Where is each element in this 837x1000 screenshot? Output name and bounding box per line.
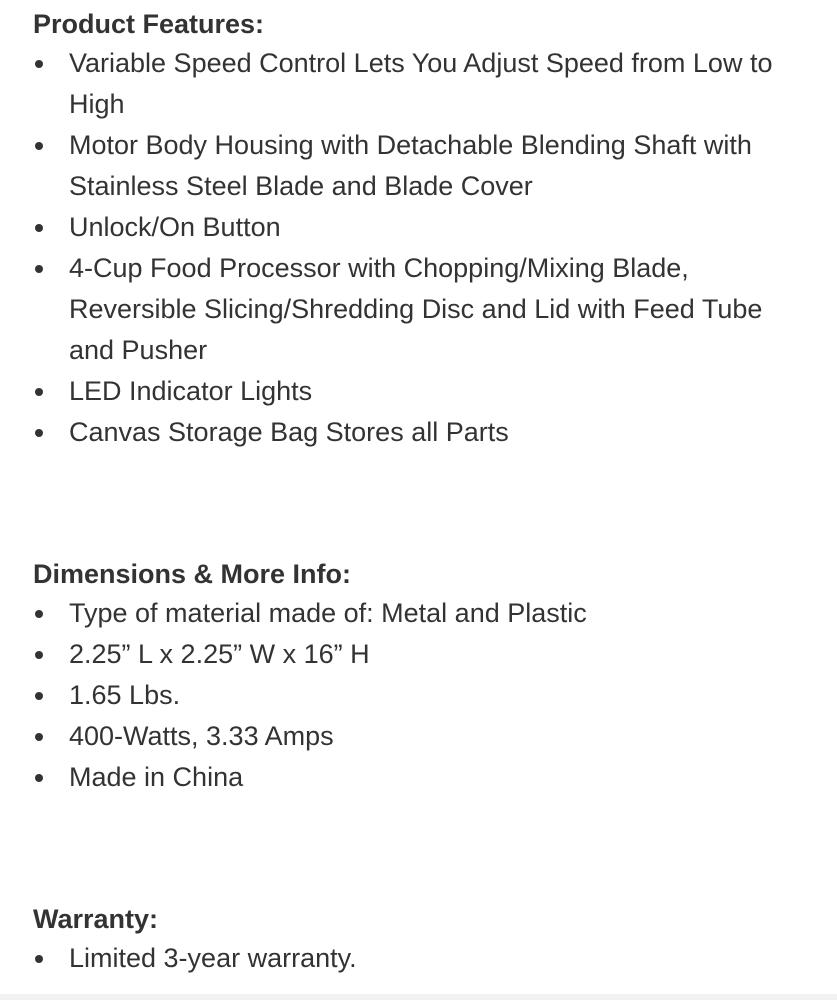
bullet-icon [35,692,43,700]
bullet-icon [35,388,43,396]
list-item [33,371,813,412]
list-item-text: Motor Body Housing with Detachable Blending Shaft with Stainless Steel Blade and Blade Cover [69,130,752,201]
warranty-section [33,900,813,979]
list-item-text: 2.25” L x 2.25” W x 16” H [69,639,370,669]
list-item [33,207,813,248]
bullet-icon [35,610,43,618]
list-item-text: 400-Watts, 3.33 Amps [69,721,334,751]
list-item-text: LED Indicator Lights [69,376,313,406]
list-item [33,938,813,979]
list-item-text: Variable Speed Control Lets You Adjust Speed from Low to High [69,48,773,119]
warranty-heading: Warranty: [33,904,159,934]
bullet-icon [35,60,43,68]
list-item-text: Unlock/On Button [69,212,281,242]
bullet-icon [35,733,43,741]
list-item [33,593,813,634]
product-features-list [33,43,813,453]
bullet-icon [35,774,43,782]
product-features-heading: Product Features: [33,9,265,39]
list-item [33,43,813,125]
list-item-text: Canvas Storage Bag Stores all Parts [69,417,509,447]
list-item [33,634,813,675]
bottom-divider [0,994,837,1000]
list-item [33,757,813,798]
bullet-icon [35,224,43,232]
warranty-list [33,938,813,979]
dimensions-list [33,593,813,798]
bullet-icon [35,429,43,437]
list-item-text: 1.65 Lbs. [69,680,181,710]
list-item [33,675,813,716]
bullet-icon [35,955,43,963]
list-item-text: 4-Cup Food Processor with Chopping/Mixing Blade, Reversible Slicing/Shredding Disc and Lid with Feed Tube and Pusher [69,253,763,365]
bullet-icon [35,265,43,273]
product-features-section [33,5,813,453]
bullet-icon [35,651,43,659]
list-item [33,716,813,757]
dimensions-heading: Dimensions & More Info: [33,559,352,589]
dimensions-section [33,555,813,798]
list-item [33,412,813,453]
list-item [33,125,813,207]
list-item-text: Limited 3-year warranty. [69,943,357,973]
bullet-icon [35,142,43,150]
list-item [33,248,813,371]
list-item-text: Made in China [69,762,244,792]
list-item-text: Type of material made of: Metal and Plastic [69,598,587,628]
